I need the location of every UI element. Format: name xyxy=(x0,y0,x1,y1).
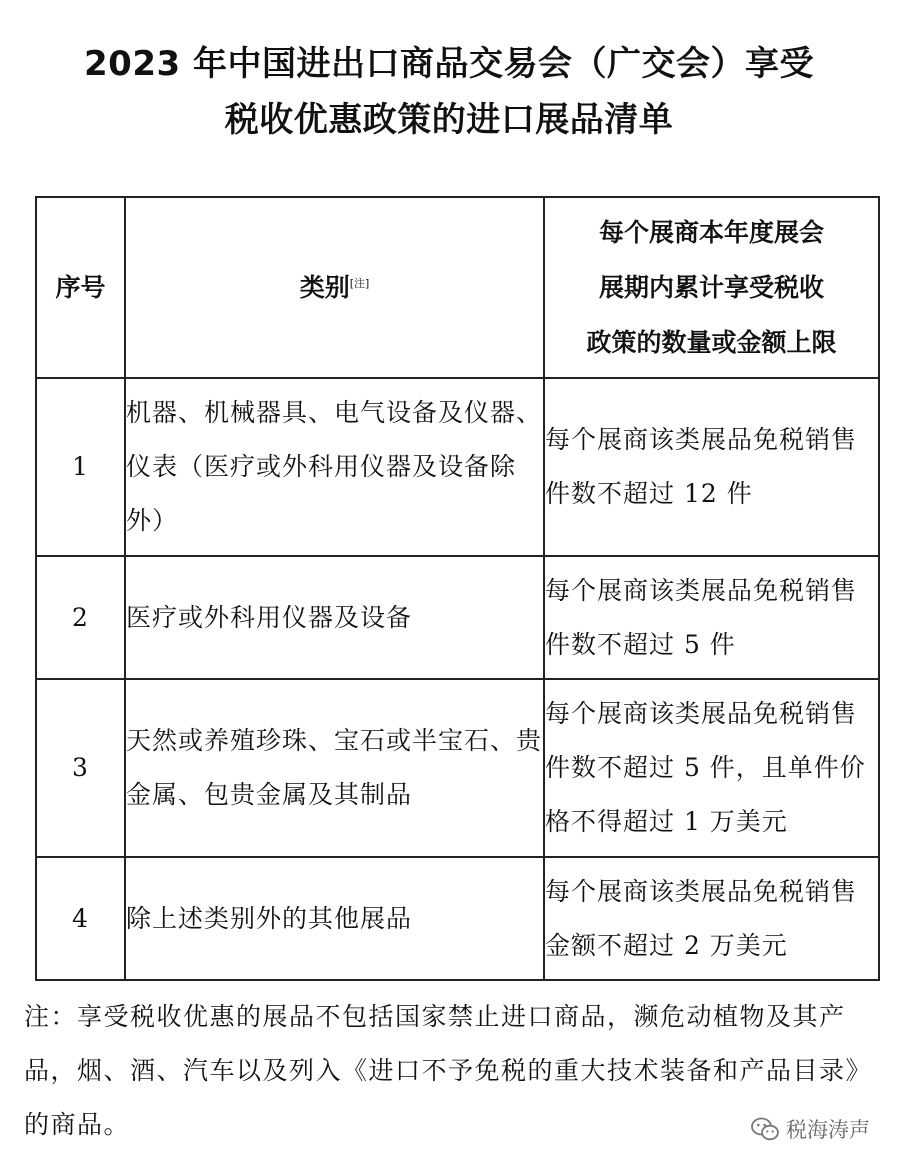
row-category: 除上述类别外的其他展品 xyxy=(125,857,544,980)
row-limit: 每个展商该类展品免税销售金额不超过 2 万美元 xyxy=(544,857,879,980)
header-category-note-mark: [注] xyxy=(349,276,370,290)
footnote: 注：享受税收优惠的展品不包括国家禁止进口商品，濒危动植物及其产品，烟、酒、汽车以及列入《进口不予免税的重大技术装备和产品目录》的商品。 xyxy=(24,1002,860,1139)
table-row xyxy=(36,857,879,980)
table-row xyxy=(36,378,879,556)
header-limit-line2: 展期内累计享受税收 xyxy=(598,273,824,302)
row-limit: 每个展商该类展品免税销售件数不超过 5 件 xyxy=(544,556,879,679)
table-row xyxy=(36,679,879,857)
watermark-text: 税海涛声 xyxy=(786,1118,870,1142)
row-index: 3 xyxy=(36,679,125,857)
document-title-line1: 2023 年中国进出口商品交易会（广交会）享受 xyxy=(84,44,814,84)
row-category: 机器、机械器具、电气设备及仪器、仪表（医疗或外科用仪器及设备除外） xyxy=(125,378,544,556)
header-index: 序号 xyxy=(36,197,125,378)
header-limit-line1: 每个展商本年度展会 xyxy=(598,218,824,247)
wechat-icon xyxy=(750,1116,780,1142)
row-index: 4 xyxy=(36,857,125,980)
document-title-line2: 税收优惠政策的进口展品清单 xyxy=(224,100,674,140)
table-row xyxy=(36,556,879,679)
table-header-row xyxy=(36,197,879,378)
row-limit: 每个展商该类展品免税销售件数不超过 5 件，且单件价格不得超过 1 万美元 xyxy=(544,679,879,857)
exhibit-list-table xyxy=(35,196,880,981)
row-index: 1 xyxy=(36,378,125,556)
header-category xyxy=(125,197,544,378)
header-limit xyxy=(544,197,879,378)
header-category-label: 类别 xyxy=(299,272,350,302)
row-category: 医疗或外科用仪器及设备 xyxy=(125,556,544,679)
row-index: 2 xyxy=(36,556,125,679)
row-limit: 每个展商该类展品免税销售件数不超过 12 件 xyxy=(544,378,879,556)
watermark xyxy=(750,1114,870,1144)
header-limit-line3: 政策的数量或金额上限 xyxy=(586,328,837,357)
row-category: 天然或养殖珍珠、宝石或半宝石、贵金属、包贵金属及其制品 xyxy=(125,679,544,857)
